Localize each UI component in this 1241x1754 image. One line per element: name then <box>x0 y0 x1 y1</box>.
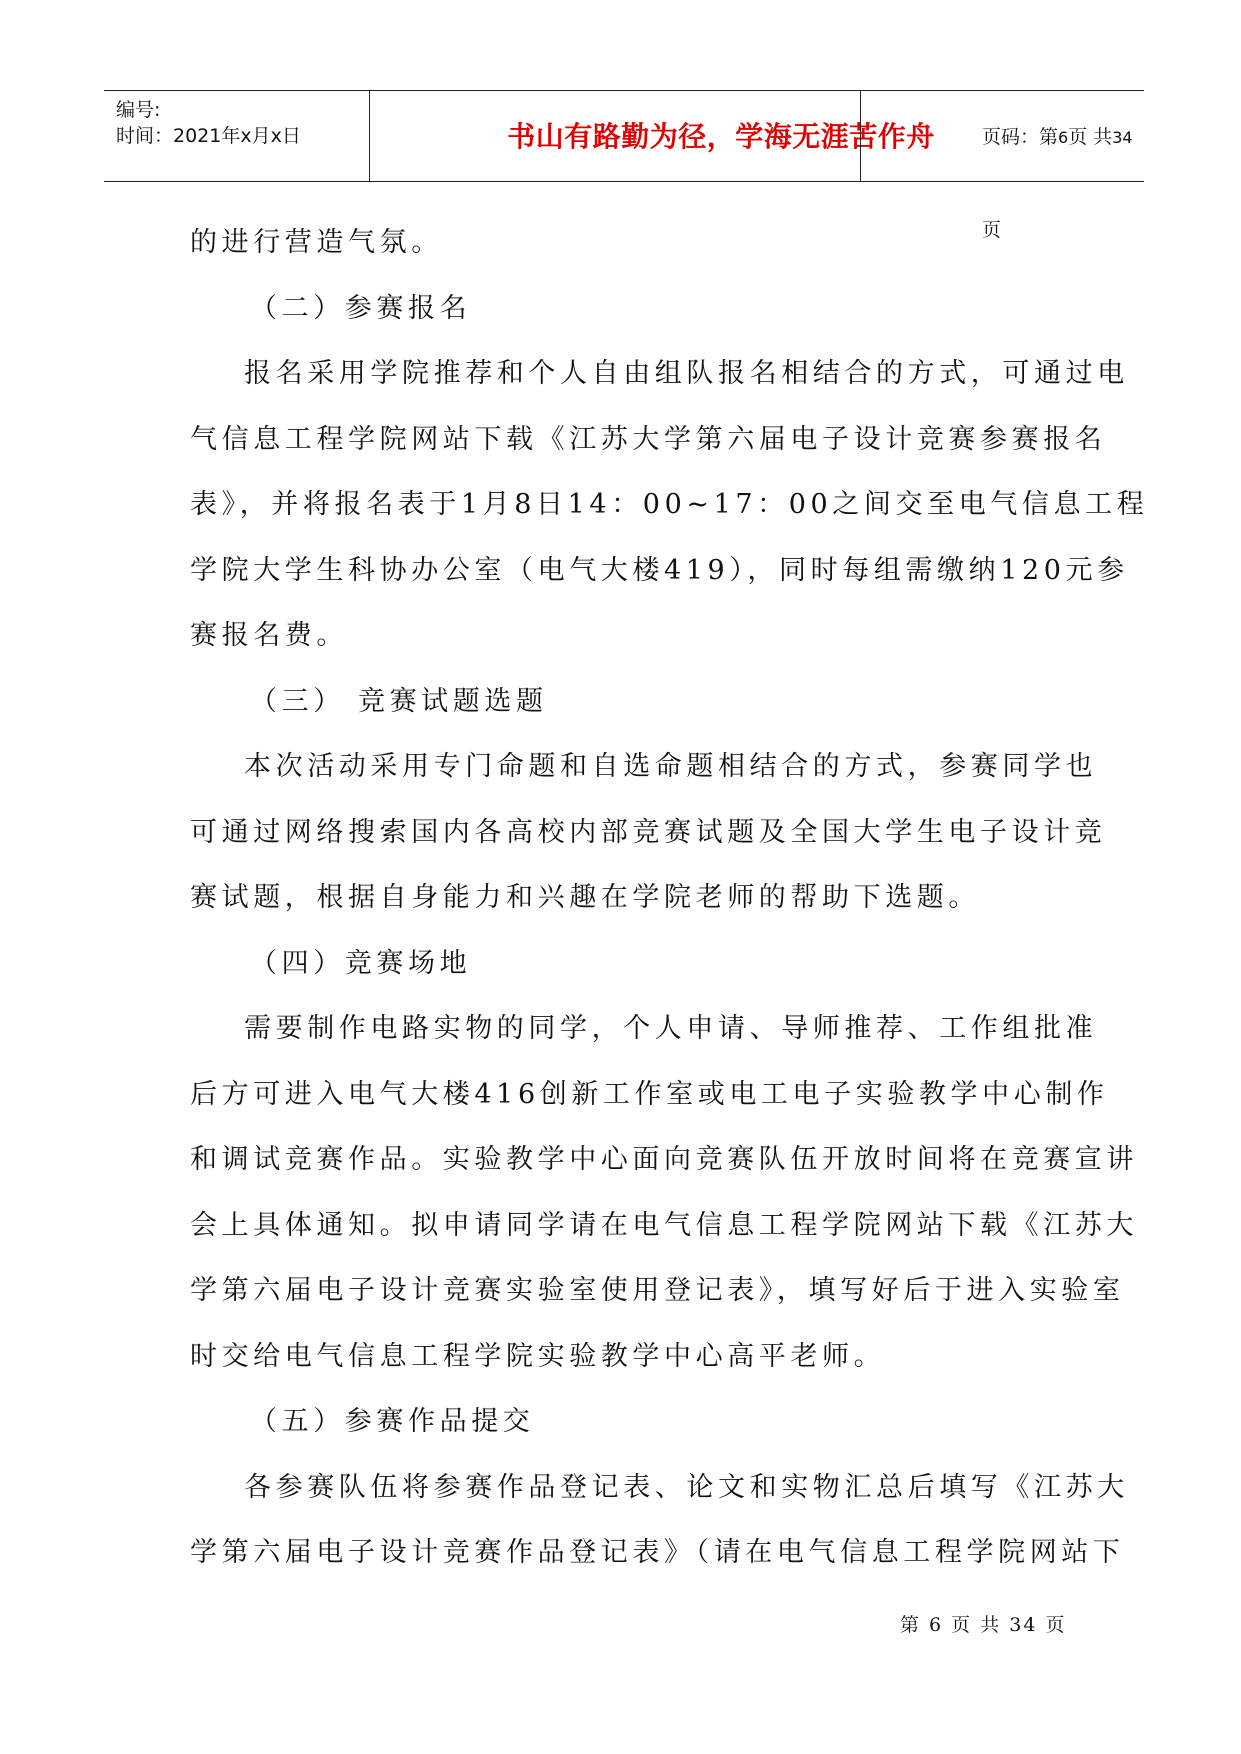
body-line: 气信息工程学院网站下载《江苏大学第六届电子设计竞赛参赛报名 <box>190 423 1107 455</box>
body-line: 可通过网络搜索国内各高校内部竞赛试题及全国大学生电子设计竞 <box>190 816 1107 848</box>
page-header <box>104 90 1144 241</box>
number-label: 编号: <box>116 99 161 121</box>
body-line: 本次活动采用专门命题和自选命题相结合的方式，参赛同学也 <box>244 751 1098 782</box>
body-line: 赛报名费。 <box>190 620 348 651</box>
body-line: 各参赛队伍将参赛作品登记表、论文和实物汇总后填写《江苏大 <box>244 1471 1129 1503</box>
body-line: 时交给电气信息工程学院实验教学中心高平老师。 <box>190 1340 886 1372</box>
section-heading: （五）参赛作品提交 <box>250 1406 535 1437</box>
page-footer: 第 6 页 共 34 页 <box>900 1614 1067 1636</box>
time-label: 时间：2021年x月x日 <box>116 125 301 147</box>
header-info <box>116 91 366 181</box>
body-line: 赛试题，根据自身能力和兴趣在学院老师的帮助下选题。 <box>190 882 980 913</box>
body-line: 表》，并将报名表于1月8日14：00~17：00之间交至电气信息工程 <box>190 489 1149 520</box>
page-mid: 页 共 <box>1068 126 1113 148</box>
section-heading: （二）参赛报名 <box>250 292 472 324</box>
document-body <box>190 210 1149 1586</box>
body-line: 学第六届电子设计竞赛作品登记表》（请在电气信息工程学院网站下 <box>190 1537 1125 1568</box>
body-line: 会上具体通知。拟申请同学请在电气信息工程学院网站下载《江苏大 <box>190 1209 1138 1241</box>
body-line: 报名采用学院推荐和个人自由组队报名相结合的方式，可通过电 <box>244 358 1129 389</box>
header-page-code <box>982 91 1144 241</box>
header-divider <box>860 91 861 181</box>
body-line: 的进行营造气氛。 <box>190 227 443 258</box>
body-line: 学院大学生科协办公室（电气大楼419），同时每组需缴纳120元参 <box>190 554 1129 586</box>
section-heading: （四）竞赛场地 <box>250 947 472 979</box>
header-motto: 书山有路勤为径，学海无涯苦作舟 <box>507 120 935 153</box>
body-line: 后方可进入电气大楼416创新工作室或电工电子实验教学中心制作 <box>190 1078 1109 1110</box>
page-suffix: 页 <box>982 219 1002 241</box>
page-current: 6 <box>1058 128 1069 147</box>
page-total: 34 <box>1112 128 1133 147</box>
page-prefix: 页码：第 <box>982 126 1059 148</box>
body-line: 学第六届电子设计竞赛实验室使用登记表》，填写好后于进入实验室 <box>190 1275 1125 1306</box>
section-heading: （三） 竞赛试题选题 <box>250 685 548 717</box>
body-line: 和调试竞赛作品。实验教学中心面向竞赛队伍开放时间将在竞赛宣讲 <box>190 1144 1138 1175</box>
body-line: 需要制作电路实物的同学，个人申请、导师推荐、工作组批准 <box>244 1013 1098 1044</box>
header-divider <box>369 91 370 181</box>
